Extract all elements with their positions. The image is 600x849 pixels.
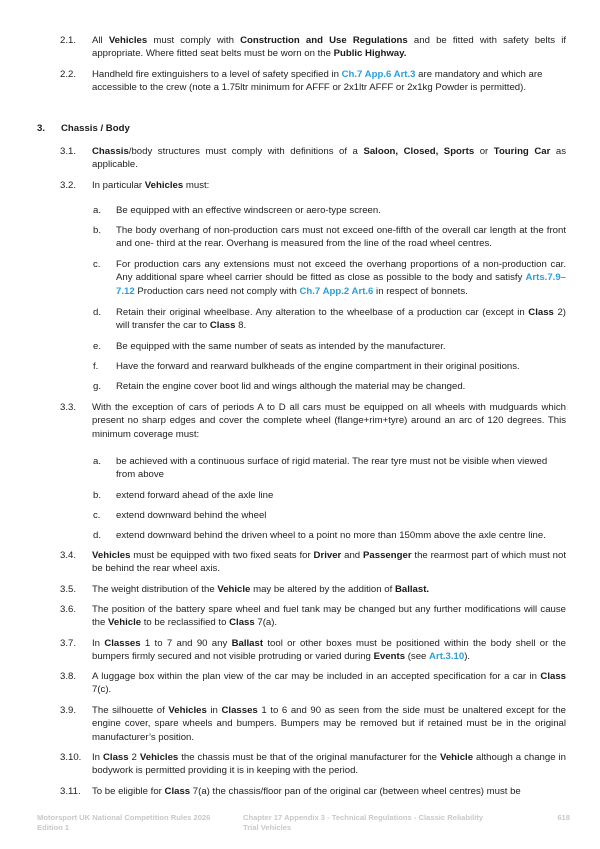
list-marker: a.	[93, 456, 102, 467]
cross-reference-link[interactable]: Ch.7 App.6 Art.3	[341, 69, 416, 80]
list-marker: a.	[93, 205, 102, 216]
rule-text: In particular Vehicles must:	[92, 180, 210, 191]
rule-text: All Vehicles must comply with Construction and Use Regulations and be fitted with safety belts if appropriate. Where fitted seat belts must be worn on the Public Highway.	[92, 35, 567, 60]
rule-number: 3.5.	[60, 584, 77, 595]
list-item-text: Have the forward and rearward bulkheads of the engine compartment in their original positions.	[116, 361, 520, 372]
section-title: Chassis / Body	[61, 123, 130, 134]
rule-number: 2.2.	[60, 69, 77, 80]
rule-text: The position of the battery spare wheel and fuel tank may be changed but any further modifications will cause the Vehicle to be reclassified to Class 7(a).	[92, 604, 566, 629]
rule-number: 3.1.	[60, 146, 77, 157]
cross-reference-link[interactable]: Art.3.10	[429, 651, 465, 663]
list-marker: d.	[93, 530, 102, 541]
list-item-text: extend downward behind the wheel	[116, 510, 267, 521]
page-number: 618	[557, 813, 570, 822]
list-marker: f.	[93, 361, 99, 372]
rule-number: 3.2.	[60, 180, 77, 191]
footer-publication	[37, 813, 237, 833]
rule-text: Handheld fire extinguishers to a level of safety specified in Ch.7 App.6 Art.3 are mandatory and which are accessible to the crew (note a 1.75ltr minimum for AFFF or 2x1ltr AFFF or 2x1kg Powder is permitted).	[92, 69, 543, 94]
footer-chapter-subtitle: Trial Vehicles	[243, 823, 292, 832]
list-item-text: Retain the engine cover boot lid and wings although the material may be changed.	[116, 381, 466, 392]
list-item-text: The body overhang of non-production cars must not exceed one-fifth of the overall car length at the front and one- third at the rear. Overhang is measured from the line of the road wheel centres.	[116, 225, 566, 250]
list-item-text: Be equipped with the same number of seats as intended by the manufacturer.	[116, 341, 446, 352]
footer-edition: Edition 1	[37, 823, 70, 832]
list-item-text: For production cars any extensions must not exceed the overhang proportions of a non-production car. Any additional spare wheel carrier should be fitted as close as possible to the body and satisfy Arts.7.9–7.12 Production cars need not comply with Ch.7 App.2 Art.6 in respect of bonnets.	[116, 259, 566, 297]
list-item-text: Retain their original wheelbase. Any alteration to the wheelbase of a production car (except in Class 2) will transfer the car to Class 8.	[116, 307, 566, 332]
rule-number: 3.11.	[60, 786, 81, 797]
footer-chapter-title: Chapter 17 Appendix 3 - Technical Regulations - Classic Reliability	[243, 813, 484, 822]
rule-text: To be eligible for Class 7(a) the chassis/floor pan of the original car (between wheel centres) must be	[92, 786, 521, 797]
cross-reference-link[interactable]: Ch.7 App.2 Art.6	[299, 285, 374, 297]
list-marker: d.	[93, 307, 102, 318]
list-marker: c.	[93, 510, 101, 521]
rule-text: A luggage box within the plan view of the car may be included in an accepted specification for a car in Class 7(c).	[92, 671, 566, 696]
rule-number: 3.6.	[60, 604, 77, 615]
list-marker: b.	[93, 490, 102, 501]
rule-text: Chassis/body structures must comply with definitions of a Saloon, Closed, Sports or Touring Car as applicable.	[92, 146, 566, 171]
list-item-text: extend forward ahead of the axle line	[116, 490, 274, 501]
rule-text: With the exception of cars of periods A to D all cars must be equipped on all wheels with mudguards which present no sharp edges and cover the complete wheel (flange+rim+tyre) around an arc of 120 degrees. This minimum coverage must:	[92, 402, 566, 440]
list-item-text: be achieved with a continuous surface of rigid material. The rear tyre must not be visible when viewed from above	[116, 456, 548, 481]
rule-number: 2.1.	[60, 35, 77, 46]
list-item-text: extend downward behind the driven wheel to a point no more than 150mm above the axle centre line.	[116, 530, 546, 541]
rule-number: 3.4.	[60, 550, 77, 561]
rule-text: The silhouette of Vehicles in Classes 1 to 6 and 90 as seen from the side must be unaltered except for the engine cover, spare wheels and bumpers. Bumpers may be removed but if retained must be in the original manufacturer’s position.	[92, 705, 566, 743]
list-marker: b.	[93, 225, 102, 236]
rule-number: 3.3.	[60, 402, 77, 413]
rule-number: 3.8.	[60, 671, 77, 682]
list-marker: g.	[93, 381, 102, 392]
rule-text: In Classes 1 to 7 and 90 any Ballast tool or other boxes must be positioned within the body shell or the bumpers firmly secured and not visible protruding or varied during Events (see Art.3.10).	[92, 638, 566, 663]
rule-text: Vehicles must be equipped with two fixed seats for Driver and Passenger the rearmost part of which must not be behind the rear wheel axis.	[92, 550, 566, 575]
rule-text: In Class 2 Vehicles the chassis must be that of the original manufacturer for the Vehicle although a change in bodywork is permitted providing it is in keeping with the period.	[92, 752, 566, 777]
rule-text: The weight distribution of the Vehicle may be altered by the addition of Ballast.	[92, 584, 430, 595]
footer-title: Motorsport UK National Competition Rules 2026	[37, 813, 211, 822]
list-item-text: Be equipped with an effective windscreen or aero-type screen.	[116, 205, 381, 216]
list-marker: e.	[93, 341, 102, 352]
cross-reference-link[interactable]: Arts.7.9–7.12	[116, 272, 566, 297]
rule-number: 3.7.	[60, 638, 77, 649]
footer-chapter	[243, 813, 523, 833]
rule-number: 3.10.	[60, 752, 82, 763]
section-number: 3.	[37, 123, 46, 134]
rule-number: 3.9.	[60, 705, 77, 716]
list-marker: c.	[93, 259, 101, 270]
